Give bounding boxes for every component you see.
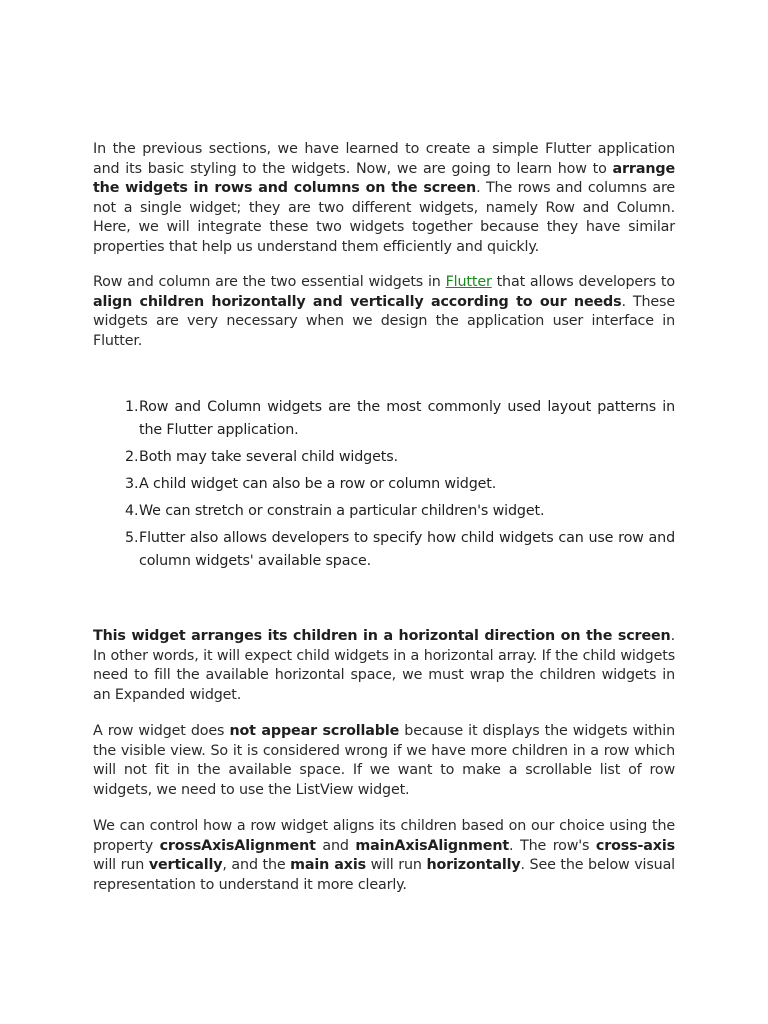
list-item: 1. Row and Column widgets are the most commonly used layout patterns in the Flutter application. — [125, 399, 675, 438]
list-item: 2. Both may take several child widgets. — [125, 449, 398, 465]
list-item: 5. Flutter also allows developers to specify how child widgets can use row and column widgets' available space. — [125, 530, 675, 569]
intro-section — [93, 140, 675, 351]
row-paragraph-3: We can control how a row widget aligns its children based on our choice using the property crossAxisAlignment and mainAxisAlignment. The row's cross-axis will run vertically, and the main axis will run horizontally. See the below visual representation to understand it more clearly. — [93, 818, 676, 893]
flutter-link[interactable]: Flutter — [445, 274, 492, 290]
row-section — [93, 627, 675, 895]
row-paragraph-1: This widget arranges its children in a horizontal direction on the screen. In other words, it will expect child widgets in a horizontal array. If the child widgets need to fill the available horizontal space, we must wrap the children widgets in an Expanded widget. — [93, 628, 675, 703]
intro-paragraph-2: Row and column are the two essential widgets in Flutter that allows developers to align children horizontally and vertically according to our needs. These widgets are very necessary when we design the application user interface in Flutter. — [93, 274, 675, 349]
intro-paragraph-1: In the previous sections, we have learned to create a simple Flutter application and its basic styling to the widgets. Now, we are going to learn how to arrange the widgets in rows and columns on the screen. The rows and columns are not a single widget; they are two different widgets, namely Row and Column. Here, we will integrate these two widgets together because they have similar properties that help us understand them efficiently and quickly. — [93, 141, 675, 255]
list-item: 4. We can stretch or constrain a particular children's widget. — [125, 503, 545, 519]
list-item: 3. A child widget can also be a row or column widget. — [125, 476, 497, 492]
features-list — [93, 396, 675, 577]
row-paragraph-2: A row widget does not appear scrollable because it displays the widgets within the visible view. So it is considered wrong if we have more children in a row which will not fit in the available space. If we want to make a scrollable list of row widgets, we need to use the ListView widget. — [93, 723, 675, 798]
